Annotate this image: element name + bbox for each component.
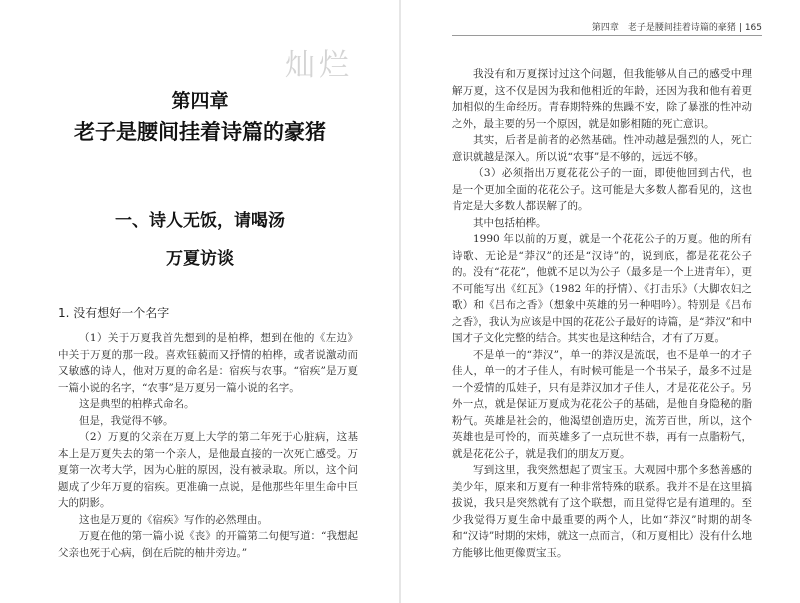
paragraph: （2）万夏的父亲在万夏上大学的第二年死于心脏病，这基本上是万夏失去的第一个亲人，是他最直接的一次死亡感受。万夏第一次考大学，因为心脏的原因，没有被录取。所以，这个问题成了少年万夏的宿疾。更准确一点说，是他那些年里生命中巨大的阴影。 xyxy=(58,431,358,509)
running-head-rule xyxy=(452,35,762,36)
running-head-title: 第四章 老子是腰间挂着诗篇的豪猪 xyxy=(591,23,736,33)
paragraph: 1990 年以前的万夏，就是一个花花公子的万夏。他的所有诗歌、无论是“莽汉”的还是“汉诗”的，说到底，都是花花公子的。没有“花花”，他就不足以为公子（最多是一个上进青年），更不可能写出《红瓦》（1982 年的抒情）、《打击乐》（大脚农妇之歌）和《吕布之香》（想象中英雄的另一种唱吟）。特别是《吕布之香》，我认为应该是中国的花花公子最好的诗篇，是“莽汉”和中国才子文化完整的结合。其实也是这种结合，才有了万夏。 xyxy=(452,233,752,344)
paragraph: 写到这里，我突然想起了贾宝玉。大观园中那个多愁善感的美少年，原来和万夏有一种非常特殊的联系。我并不是在这里搞拔说，我只是突然就有了这个联想，而且觉得它是有道理的。至少我觉得万夏生命中最重要的两个人，比如“莽汉”时期的胡冬和“汉诗”时期的宋炜，就这一点而言，（和万夏相比）没有什么地方能够比他更像贾宝玉。 xyxy=(452,464,752,559)
paragraph: 其中包括柏桦。 xyxy=(473,216,547,229)
running-head xyxy=(592,20,762,33)
right-body-text xyxy=(452,66,752,561)
sub-heading: 1. 没有想好一个名字 xyxy=(58,306,170,320)
paragraph: （1）关于万夏我首先想到的是柏桦，想到在他的《左边》中关于万夏的那一段。喜欢钰藐而又抒情的柏桦，或者说激动而又敏感的诗人，他对万夏的命名是：宿疾与农事。“宿疾”是万夏一篇小说的名字，“农事”是万夏另一篇小说的名字。 xyxy=(58,332,358,394)
paragraph: 其实，后者是前者的必然基础。性冲动越是强烈的人，死亡意识就越是深入。所以说“农事”是不够的，远远不够。 xyxy=(452,134,752,163)
chapter-title: 老子是腰间挂着诗篇的豪猪 xyxy=(74,119,326,144)
chapter-number: 第四章 xyxy=(171,90,229,112)
paragraph: （3）必须指出万夏花花公子的一面，即使他回到古代，也是一个更加全面的花花公子。这可能是大多数人都看见的，这也肯定是大多数人都误解了的。 xyxy=(452,167,752,212)
subsection-title: 万夏访谈 xyxy=(166,249,234,269)
paragraph: 这是典型的柏桦式命名。 xyxy=(79,398,195,410)
section-title: 一、诗人无饭，请喝汤 xyxy=(115,211,285,231)
paragraph: 不是单一的“莽汉”，单一的莽汉是流氓，也不是单一的才子佳人，单一的才子佳人，有时候可能是一个书呆子，最多不过是一个爱情的瓜娃子，只有是莽汉加才子佳人，才是花花公子。另外一点，就是保证万夏成为花花公子的基础，是他自身隐秘的脂粉气。英雄是社会的，他渴望创造历史，流芳百世，所以，这个英雄也是可怜的，而英雄多了一点玩世不恭，再有一点脂粉气，就是花花公子，就是我们的朋友万夏。 xyxy=(452,348,752,460)
paragraph: 但是，我觉得不够。 xyxy=(79,414,174,427)
paragraph: 万夏在他的第一篇小说《丧》的开篇第二句便写道：“我想起父亲也死于心病，倒在后院的柚井旁边。” xyxy=(58,530,358,559)
watermark-stamp: 灿烂 xyxy=(285,48,353,83)
page-number: | 165 xyxy=(738,23,762,33)
left-body-text xyxy=(58,330,358,561)
paragraph: 我没有和万夏探讨过这个问题，但我能够从自己的感受中理解万夏，这不仅是因为我和他相近的年龄，还因为我和他有着更加相似的生命经历。青春期特殊的焦躁不安，除了暴涨的性冲动之外，最主要的另一个原因，就是如影相随的死亡意识。 xyxy=(452,68,752,130)
paragraph: 这也是万夏的《宿疾》写作的必然理由。 xyxy=(79,513,268,526)
